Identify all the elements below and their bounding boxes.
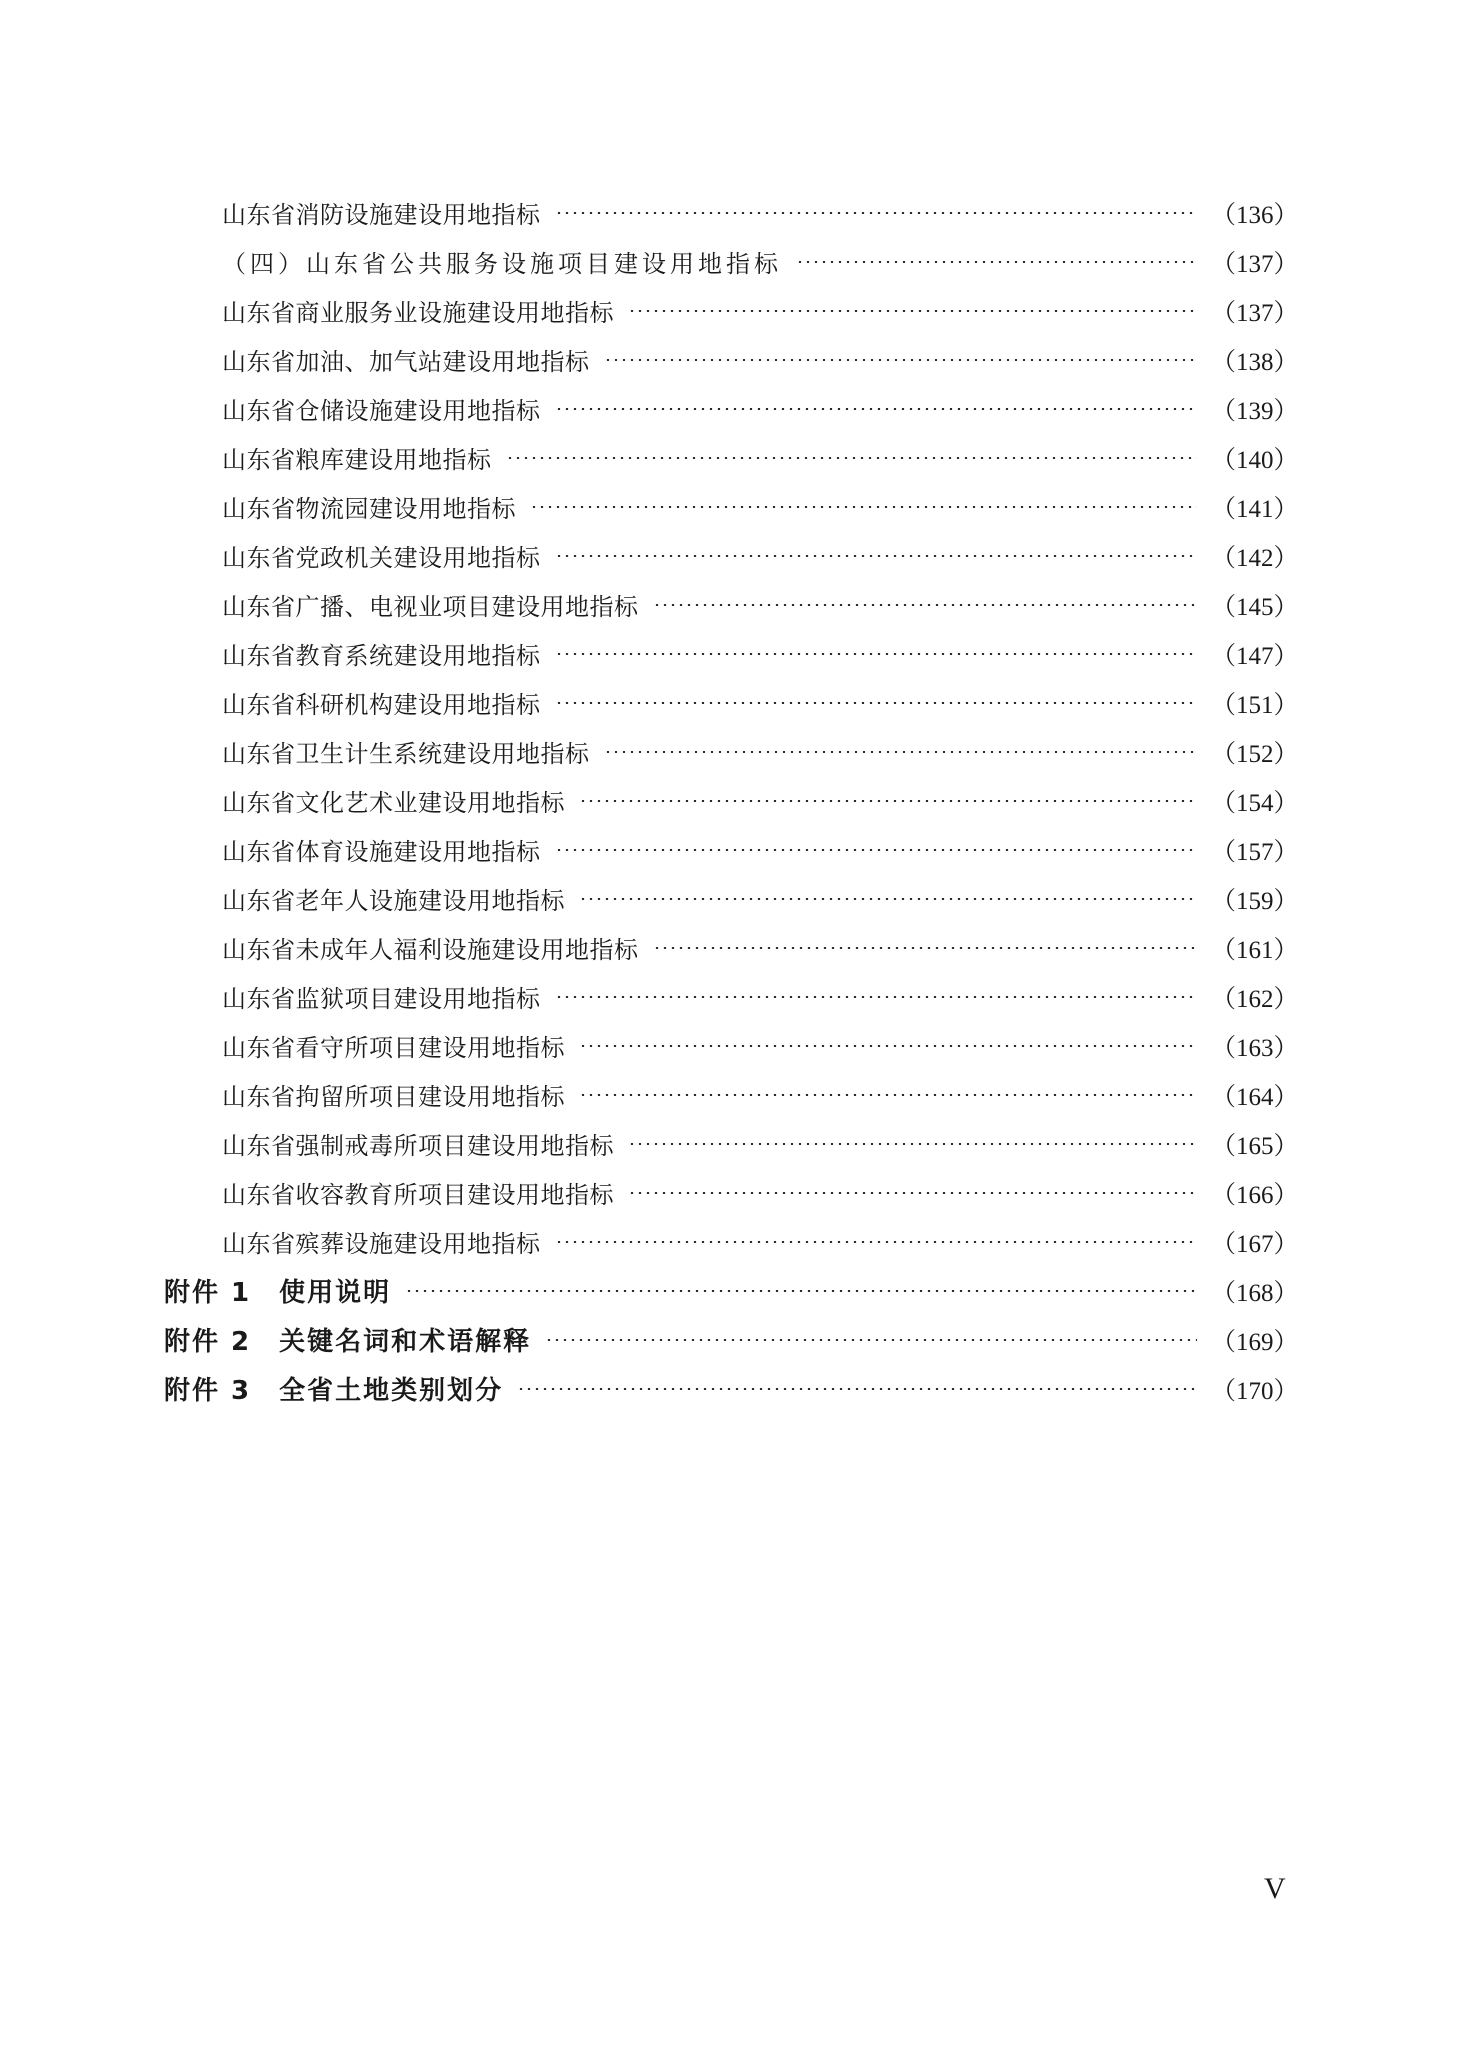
dot-leader <box>506 457 1198 459</box>
toc-entry-title: 山东省看守所项目建设用地指标 <box>222 1034 565 1062</box>
toc-entry-title: 山东省老年人设施建设用地指标 <box>222 887 565 915</box>
toc-entry-page: （170） <box>1211 1377 1299 1405</box>
toc-entry[interactable] <box>0 433 1457 482</box>
toc-entry-title: 山东省教育系统建设用地指标 <box>222 642 541 670</box>
toc-entry[interactable] <box>0 1168 1457 1217</box>
toc-entry-page: （169） <box>1211 1328 1299 1356</box>
dot-leader <box>555 1241 1198 1243</box>
dot-leader <box>604 359 1198 361</box>
toc-entry[interactable] <box>0 531 1457 580</box>
toc-entry[interactable] <box>0 1070 1457 1119</box>
toc-entry-page: （154） <box>1211 789 1299 817</box>
toc-entry-title: 山东省物流园建设用地指标 <box>222 495 516 523</box>
toc-entry[interactable] <box>0 1021 1457 1070</box>
toc-appendix-entry[interactable] <box>0 1315 1457 1364</box>
toc-entry-page: （138） <box>1211 348 1299 376</box>
dot-leader <box>579 800 1197 802</box>
toc-entry-title: 附件 2 关键名词和术语解释 <box>164 1327 532 1357</box>
toc-entry-page: （141） <box>1211 495 1299 523</box>
toc-entry-title: 山东省党政机关建设用地指标 <box>222 544 541 572</box>
toc-entry[interactable] <box>0 1119 1457 1168</box>
toc-entry-title: 山东省广播、电视业项目建设用地指标 <box>222 593 639 621</box>
toc-entry[interactable] <box>0 629 1457 678</box>
toc-entry-title: 山东省商业服务业设施建设用地指标 <box>222 299 614 327</box>
page-number: V <box>1264 1872 1286 1905</box>
toc-appendix-entry[interactable] <box>0 1364 1457 1413</box>
toc-entry[interactable] <box>0 825 1457 874</box>
toc-entry-page: （151） <box>1211 691 1299 719</box>
toc-entry-page: （168） <box>1211 1279 1299 1307</box>
dot-leader <box>579 1045 1197 1047</box>
toc-entry-page: （136） <box>1211 201 1299 229</box>
dot-leader <box>628 1192 1197 1194</box>
toc-entry-title: 山东省卫生计生系统建设用地指标 <box>222 740 590 768</box>
toc-entry[interactable] <box>0 580 1457 629</box>
toc-entry-page: （137） <box>1211 250 1299 278</box>
dot-leader <box>796 261 1197 263</box>
toc-entry[interactable] <box>0 286 1457 335</box>
toc-entry-page: （162） <box>1211 985 1299 1013</box>
toc-entry-page: （140） <box>1211 446 1299 474</box>
toc-entry-page: （163） <box>1211 1034 1299 1062</box>
toc-entry-title: 山东省殡葬设施建设用地指标 <box>222 1230 541 1258</box>
toc-entry-page: （152） <box>1211 740 1299 768</box>
toc-entry-page: （142） <box>1211 544 1299 572</box>
toc-entry-title: 附件 1 使用说明 <box>164 1278 392 1308</box>
toc-entry-title: 山东省监狱项目建设用地指标 <box>222 985 541 1013</box>
dot-leader <box>579 1094 1197 1096</box>
dot-leader <box>579 898 1197 900</box>
toc-entry[interactable] <box>0 188 1457 237</box>
toc-entry-title: 山东省仓储设施建设用地指标 <box>222 397 541 425</box>
dot-leader <box>628 1143 1197 1145</box>
toc-entry[interactable] <box>0 1217 1457 1266</box>
toc-entry[interactable] <box>0 482 1457 531</box>
toc-entry-title: 山东省科研机构建设用地指标 <box>222 691 541 719</box>
dot-leader <box>653 604 1198 606</box>
toc-entry-page: （139） <box>1211 397 1299 425</box>
dot-leader <box>555 849 1198 851</box>
toc-entry[interactable] <box>0 776 1457 825</box>
toc-entry-page: （147） <box>1211 642 1299 670</box>
dot-leader <box>555 555 1198 557</box>
toc-entry-page: （165） <box>1211 1132 1299 1160</box>
toc-entry-title: 山东省文化艺术业建设用地指标 <box>222 789 565 817</box>
toc-entry-title: 山东省未成年人福利设施建设用地指标 <box>222 936 639 964</box>
dot-leader <box>653 947 1198 949</box>
toc-entry-title: 山东省体育设施建设用地指标 <box>222 838 541 866</box>
toc-appendix-entry[interactable] <box>0 1266 1457 1315</box>
dot-leader <box>628 310 1197 312</box>
toc-entry[interactable] <box>0 923 1457 972</box>
dot-leader <box>405 1290 1197 1292</box>
toc-entry-page: （137） <box>1211 299 1299 327</box>
toc-entry-page: （167） <box>1211 1230 1299 1258</box>
toc-entry-title: 山东省消防设施建设用地指标 <box>222 201 541 229</box>
dot-leader <box>555 408 1198 410</box>
dot-leader <box>545 1339 1197 1341</box>
toc-entry-title: （四）山东省公共服务设施项目建设用地指标 <box>222 250 782 278</box>
dot-leader <box>604 751 1198 753</box>
toc-entry[interactable] <box>0 384 1457 433</box>
toc-entry[interactable] <box>0 335 1457 384</box>
toc-entry[interactable] <box>0 678 1457 727</box>
toc-entry-page: （159） <box>1211 887 1299 915</box>
toc-entry[interactable] <box>0 972 1457 1021</box>
dot-leader <box>555 702 1198 704</box>
toc-entry-title: 附件 3 全省土地类别划分 <box>164 1376 504 1406</box>
toc-entry[interactable] <box>0 874 1457 923</box>
toc-entry-page: （161） <box>1211 936 1299 964</box>
toc-entry-title: 山东省强制戒毒所项目建设用地指标 <box>222 1132 614 1160</box>
table-of-contents <box>0 188 1457 1413</box>
toc-entry-page: （145） <box>1211 593 1299 621</box>
dot-leader <box>555 212 1198 214</box>
toc-entry-title: 山东省粮库建设用地指标 <box>222 446 492 474</box>
toc-entry-title: 山东省加油、加气站建设用地指标 <box>222 348 590 376</box>
dot-leader <box>530 506 1197 508</box>
toc-section-entry[interactable] <box>0 237 1457 286</box>
toc-entry[interactable] <box>0 727 1457 776</box>
toc-entry-page: （157） <box>1211 838 1299 866</box>
toc-entry-page: （164） <box>1211 1083 1299 1111</box>
dot-leader <box>517 1388 1197 1390</box>
dot-leader <box>555 996 1198 998</box>
dot-leader <box>555 653 1198 655</box>
toc-entry-title: 山东省拘留所项目建设用地指标 <box>222 1083 565 1111</box>
toc-entry-page: （166） <box>1211 1181 1299 1209</box>
toc-entry-title: 山东省收容教育所项目建设用地指标 <box>222 1181 614 1209</box>
